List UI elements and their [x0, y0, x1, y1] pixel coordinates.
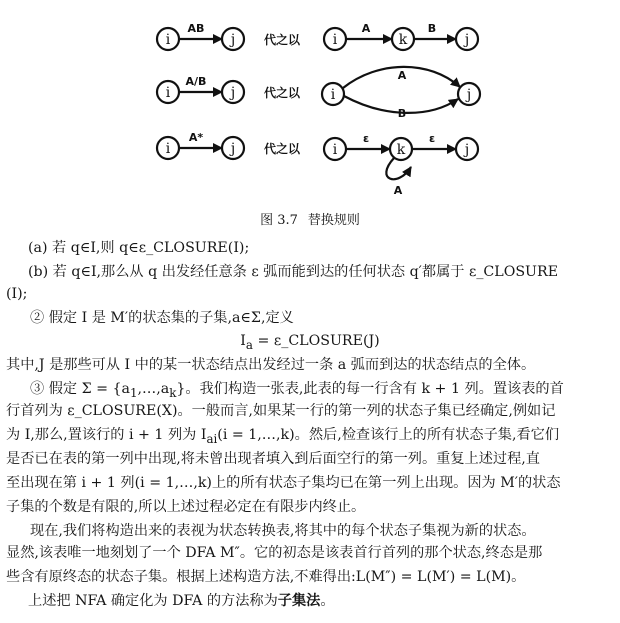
text-line-9-b: (i = 1,…,k)。然后,检查该行上的所有状态子集,看它们: [217, 427, 560, 443]
rule1-node-j-label: j: [230, 32, 236, 48]
rule2r-node-j-label: j: [466, 87, 472, 103]
text-line-13: 现在,我们将构造出来的表视为状态转换表,将其中的每个状态子集视为新的状态。: [30, 523, 536, 539]
rule1r-edge-b-label: B: [427, 22, 437, 35]
figure-diagram: [0, 0, 620, 235]
text-line-16-a: 上述把 NFA 确定化为 DFA 的方法称为: [28, 593, 278, 609]
rule3r-self-loop-label: A: [393, 184, 403, 197]
rule2r-edge-b-label: B: [397, 107, 407, 120]
text-line-9-a: 为 I,那么,置该行的 i + 1 列为 I: [6, 427, 207, 443]
formula-rest: = ε_CLOSURE(J): [252, 333, 380, 349]
text-line-8: 行首列为 ε_CLOSURE(X)。一般而言,如果某一行的第一列的状态子集已经确定,例如记: [6, 403, 556, 419]
rule2-right: [322, 67, 480, 120]
rule2-edge-label: A/B: [185, 75, 207, 88]
rule3r-self-loop: [386, 158, 411, 179]
rule1-node-i-label: i: [165, 32, 171, 48]
text-line-16: [28, 591, 335, 611]
subset-method-term: 子集法: [277, 593, 321, 609]
text-line-7-b: ,…,a: [137, 381, 170, 397]
figure-caption: [0, 209, 620, 228]
text-line-1: (a) 若 q∈I,则 q∈ε_CLOSURE(I);: [28, 240, 250, 256]
rule3r-node-j-label: j: [464, 142, 470, 158]
rule3-edge-label: A*: [188, 131, 204, 144]
formula-line: [0, 331, 620, 355]
rule2-replace-text: 代之以: [263, 86, 301, 100]
rule1-edge-label: AB: [187, 22, 205, 35]
text-line-7-c: }。我们构造一张表,此表的每一行含有 k + 1 列。置该表的首: [176, 381, 564, 397]
text-line-4: ② 假定 I 是 M′的状态集的子集,a∈Σ,定义: [30, 310, 294, 326]
text-line-7: [30, 379, 564, 403]
text-line-11: 至出现在第 i + 1 列(i = 1,…,k)上的所有状态子集均已在第一列上出现。因为 M′的状态: [6, 475, 561, 491]
rule1-replace-text: 代之以: [263, 33, 301, 47]
text-line-3: (I);: [6, 286, 28, 302]
rule3-replace-text: 代之以: [263, 142, 301, 156]
rule3-right: [324, 132, 478, 197]
formula-sub: a: [245, 337, 253, 352]
rule2-node-i-label: i: [165, 85, 171, 101]
replacement-rules-figure: [0, 0, 620, 235]
figure-title: 替换规则: [307, 213, 360, 228]
rule3r-edge-eps2-label: ε: [428, 132, 436, 145]
rule1r-node-k-label: k: [398, 32, 408, 48]
rule3-left: [157, 131, 244, 159]
rule3-node-i-label: i: [165, 141, 171, 157]
rule1r-edge-a-label: A: [361, 22, 371, 35]
text-line-16-end: 。: [320, 593, 335, 609]
text-line-7-a: ③ 假定 Σ = {a: [30, 381, 131, 397]
text-line-12: 子集的个数是有限的,所以上述过程必定在有限步内终止。: [6, 499, 366, 515]
rule3r-node-i-label: i: [332, 142, 338, 158]
rule1-right: [324, 22, 478, 50]
formula-main: I: [240, 333, 246, 349]
text-line-9: [6, 425, 559, 449]
text-line-9-sub: ai: [206, 431, 218, 446]
rule2r-edge-a-label: A: [397, 69, 407, 82]
text-line-7-sub1: 1: [130, 385, 138, 400]
rule1r-node-i-label: i: [332, 32, 338, 48]
rule3r-edge-eps1-label: ε: [362, 132, 370, 145]
rule2-node-j-label: j: [230, 85, 236, 101]
text-line-7-sub2: k: [169, 385, 177, 400]
text-line-2: (b) 若 q∈I,那么从 q 出发经任意条 ε 弧而能到达的任何状态 q′都属于 ε_CLOSURE: [28, 264, 559, 280]
rule2-left: [157, 75, 244, 103]
rule3r-node-k-label: k: [396, 142, 406, 158]
rule1-left: [157, 22, 244, 50]
rule1r-node-j-label: j: [464, 32, 470, 48]
rule2r-node-i-label: i: [330, 87, 336, 103]
figure-number: 图 3.7: [260, 213, 298, 228]
rule3-node-j-label: j: [230, 141, 236, 157]
text-line-6: 其中,J 是那些可从 I 中的某一状态结点出发经过一条 a 弧而到达的状态结点的全体。: [6, 357, 536, 373]
text-line-10: 是否已在表的第一列中出现,将未曾出现者填入到后面空行的第一列。重复上述过程,直: [6, 451, 540, 467]
text-line-14: 显然,该表唯一地刻划了一个 DFA M″。它的初态是该表首行首列的那个状态,终态是那: [6, 545, 543, 561]
text-line-15: 些含有原终态的状态子集。根据上述构造方法,不难得出:L(M″) = L(M′) = L(M)。: [6, 569, 526, 585]
